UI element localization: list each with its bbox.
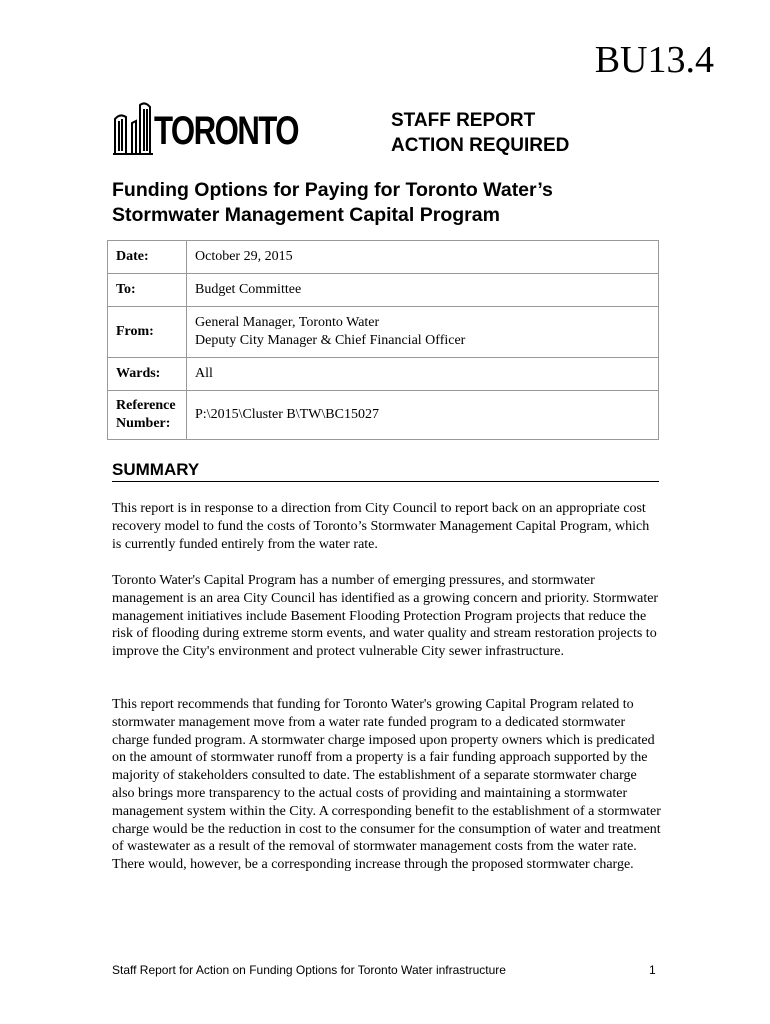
from-line-1: General Manager, Toronto Water <box>195 315 380 330</box>
logo-wordmark: TORONTO <box>154 109 298 153</box>
page-footer: Staff Report for Action on Funding Options for Toronto Water infrastructure <box>112 963 506 977</box>
summary-paragraph: This report recommends that funding for Toronto Water's growing Capital Program related to stormwater management move from a water rate funded program to a dedicated stormwater charge funded program. A stormwater charge imposed upon property owners which is predicated on the amount of stormwater runoff from a property is a fair funding approach supported by the majority of stakeholders consulted to date. The establishment of a separate stormwater charge also brings more transparency to the actual costs of providing and maintaining a stormwater management system within the City. A corresponding benefit to the establishment of a stormwater charge would be the reduction in cost to the consumer for the consumption of water and treatment of wastewater as a result of the removal of stormwater management costs from the water rate. There would, however, be a corresponding increase through the proposed stormwater charge. <box>112 697 661 873</box>
action-required-label: ACTION REQUIRED <box>391 135 570 156</box>
summary-paragraph: This report is in response to a direction from City Council to report back on an appropriate cost recovery model to fund the costs of Toronto’s Stormwater Management Capital Program, which is currently funded entirely from the water rate. <box>112 501 650 552</box>
info-label: Date: <box>108 241 187 274</box>
heading-rule <box>112 481 659 482</box>
info-value: Budget Committee <box>187 274 659 307</box>
info-row-wards <box>108 358 659 391</box>
info-value: P:\2015\Cluster B\TW\BC15027 <box>187 391 659 440</box>
info-value <box>187 307 659 358</box>
info-label <box>108 391 187 440</box>
title-line-1: Funding Options for Paying for Toronto Water’s <box>112 179 553 201</box>
info-row-date <box>108 241 659 274</box>
page-number: 1 <box>649 963 656 977</box>
report-info-table <box>107 240 659 440</box>
info-label: Wards: <box>108 358 187 391</box>
info-label: From: <box>108 307 187 358</box>
label-line-1: Reference <box>116 398 176 413</box>
summary-heading: SUMMARY <box>112 460 200 479</box>
report-title <box>112 178 553 228</box>
info-value: All <box>187 358 659 391</box>
info-value: October 29, 2015 <box>187 241 659 274</box>
info-row-reference <box>108 391 659 440</box>
document-id: BU13.4 <box>594 39 714 81</box>
info-label: To: <box>108 274 187 307</box>
info-row-to <box>108 274 659 307</box>
summary-paragraph: Toronto Water's Capital Program has a number of emerging pressures, and stormwater management is an area City Council has identified as a growing concern and priority. Stormwater management initiatives include Basement Flooding Protection Program projects that reduce the risk of flooding during extreme storm events, and water quality and stream restoration projects to improve the City's environment and protect vulnerable City sewer infrastructure. <box>112 573 659 660</box>
label-line-2: Number: <box>116 416 171 431</box>
title-line-2: Stormwater Management Capital Program <box>112 204 500 226</box>
toronto-logo <box>112 101 298 157</box>
city-hall-icon <box>112 101 154 157</box>
from-line-2: Deputy City Manager & Chief Financial Officer <box>195 333 466 348</box>
staff-report-label: STAFF REPORT <box>391 110 536 131</box>
info-row-from <box>108 307 659 358</box>
